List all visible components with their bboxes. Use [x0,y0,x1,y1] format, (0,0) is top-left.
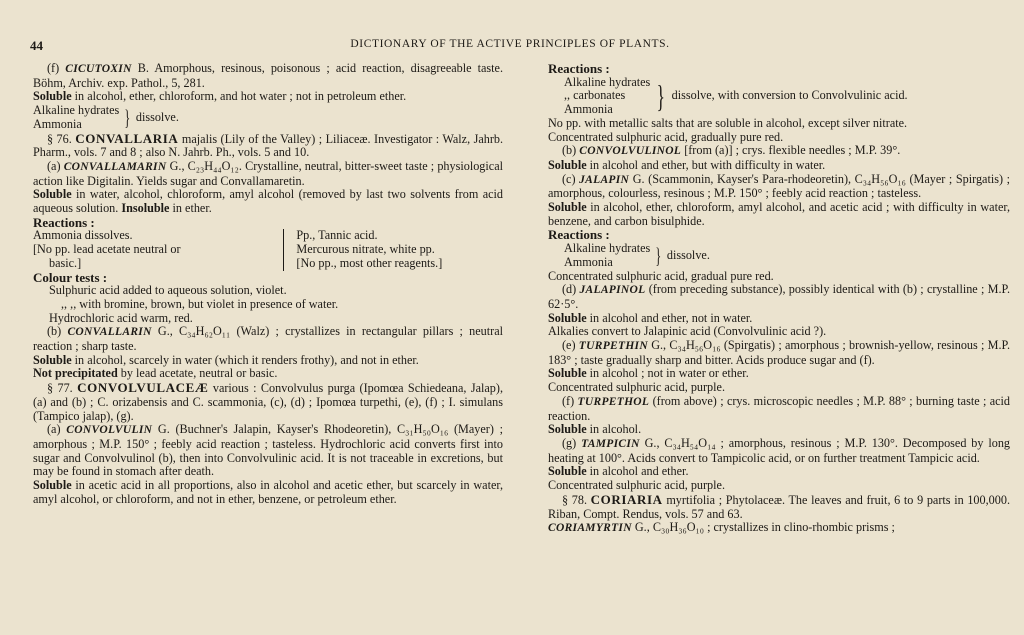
solubility-note: Soluble in alcohol. [548,422,642,437]
brace-glyph: } [124,104,131,130]
reactions-heading: Reactions : [548,227,610,243]
section-77: § 77. CONVOLVULACEÆ various : Convolvulus purga (Ipomœa Schiedeana, Jalap), (a) and (b) ; C. orizabensis and C. scammonia, (c), (d) ; Ipomœa turpethi, (e), (f) ; I. simulans (Tampico jalap), (g). [33,380,504,423]
colour-tests-heading: Colour tests : [33,269,108,285]
entry-convolvulinol: (b) CONVOLVULINOL [from (a)] ; crys. flexible needles ; M.P. 39°. [562,143,901,158]
solubility-note: Soluble in water, alcohol, chloroform, amyl alcohol (removed by last two solvents from acid aqueous solution. Insoluble in ether. [33,187,503,216]
solubility-note: Soluble in alcohol, scarcely in water (which it renders frothy), and not in ether. [33,352,419,367]
reagent-brace: Alkaline hydrates ,, carbonates Ammonia } dissolve, with conversion to Convolvulinic acid. [564,74,908,117]
solubility-note: Soluble in alcohol, ether, chloroform, amyl alcohol, and acetic acid ; with difficulty in water, benzene, and carbon bisulphide. [548,200,1010,228]
left-column: (f) CICUTOXIN B. Amorphous, resinous, poisonous ; acid reaction, disagreeable taste. Böhm, Archiv. exp. Pathol., 5, 281. Soluble in alcohol, ether, chloroform, and hot water ; not in petroleum ether. Alkaline hydrates Ammonia } dissolve. § 76. CONVALLARIA majalis (Lily of the Valley) ; Liliaceæ. Investigator : Walz, Jahrb. Pharm., vols. 7 and 8 ; also N. Jahrb. Ph., vols. 5 and 10. (a) CONVALLAMARIN G., C₂₃H₄₄O₁₂. Crystalline, neutral, bitter-sweet taste ; physiological action like Digitalin. Yields sugar and Convallamaretin. Soluble in water, alcohol, chloroform, amyl alcohol (removed by last two solvents from acid aqueous solution. Insoluble in ether. Reactions : Ammonia dissolves. [No pp. lead acetate neutral or basic.] Pp., Tannic acid. Mercurous nitrate, white pp. [No pp., most other reagents.] Colour tests : Sulphuric acid added to aqueous solution, violet. ,, ,, with bromine, brown, but violet in presence of water. Hydrochloric acid warm, red. (b) CONVALLARIN G., C₃₄H₆₂O₁₁ (Walz) ; crystallizes in rectangular pillars ; neutral reaction ; sharp taste. Soluble in alcohol, scarcely in water (which it renders frothy), and not in ether. Not precipitated by lead acetate, neutral or basic. § 77. CONVOLVULACEÆ various : Convolvulus purga (Ipomœa Schiedeana, Jalap), (a) and (b) ; C. orizabensis and C. scammonia, (c), (d) ; Ipomœa turpethi, (e), (f) ; I. simulans (Tampico jalap), (g). (a) CONVOLVULIN G. (Buchner's Jalapin, Kayser's Rhodeoretin), C₃₁H₅₀O₁₆ (Mayer) ; amorphous ; M.P. 150° ; feebly acid reaction ; tasteless. Hydrochloric acid converts first into sugar and Convolvulinol (b), then into Convolvulinic acid. It is not traceable in excretions, but may be found in stomach after death. Soluble in acetic acid in all proportions, also in alcohol and acetic ether, but scarcely in water, amyl alcohol, or chloroform, and not in ether, benzene, or petroleum ether. [33,61,504,506]
page-header [30,38,990,52]
entry-convallamarin: (a) CONVALLAMARIN G., C₂₃H₄₄O₁₂. Crystalline, neutral, bitter-sweet taste ; physiological action like Digitalin. Yields sugar and Convallamaretin. [33,158,503,188]
entry-convolvulin: (a) CONVOLVULIN G. (Buchner's Jalapin, Kayser's Rhodeoretin), C₃₁H₅₀O₁₆ (Mayer) ; amorphous ; M.P. 150° ; feebly acid reaction ; tasteless. Hydrochloric acid converts first into sugar and Convolvulinol (b), then into Convolvulinic acid. It is not traceable in excretions, but may be found in stomach after death. [33,422,504,479]
entry-name: CICUTOXIN [65,63,132,75]
solubility-note: Soluble in alcohol, ether, chloroform, and hot water ; not in petroleum ether. [33,89,407,104]
page-number: 44 [30,38,43,53]
solubility-note: Soluble in alcohol and ether, not in water. [548,310,753,325]
section-78: § 78. CORIARIA myrtifolia ; Phytolaceæ. The leaves and fruit, 6 to 9 parts in 100,000. Riban, Compt. Rendus, vols. 57 and 63. [548,491,1010,521]
entry-cicutoxin: (f) CICUTOXIN B. Amorphous, resinous, poisonous ; acid reaction, disagreeable taste. Böhm, Archiv. exp. Pathol., 5, 281. [33,61,503,90]
solubility-note: Soluble in alcohol and ether, but with difficulty in water. [548,157,826,172]
reactions-table: Ammonia dissolves. [No pp. lead acetate neutral or basic.] Pp., Tannic acid. Mercurous nitrate, white pp. [No pp., most other reagents.] [33,228,443,270]
solubility-note: Soluble in alcohol ; not in water or ether. [548,366,749,381]
right-column: Reactions : Alkaline hydrates ,, carbonates Ammonia } dissolve, with conversion to Convolvulinic acid. No pp. with metallic salts that are soluble in alcohol, except silver nitrate. Concentrated sulphuric acid, gradually pure red. (b) CONVOLVULINOL [from (a)] ; crys. flexible needles ; M.P. 39°. Soluble in alcohol and ether, but with difficulty in water. (c) JALAPIN G. (Scammonin, Kayser's Para-rhodeoretin), C₃₄H₅₆O₁₆ (Mayer ; Spirgatis) ; amorphous, colourless, resinous ; M.P. 150° ; feebly acid reaction ; tasteless. Soluble in alcohol, ether, chloroform, amyl alcohol, and acetic acid ; with difficulty in water, benzene, and carbon bisulphide. Reactions : Alkaline hydrates Ammonia } dissolve. Concentrated sulphuric acid, gradual pure red. (d) JALAPINOL (from preceding substance), possibly identical with (b) ; crystalline ; M.P. 62·5°. Soluble in alcohol and ether, not in water. Alkalies convert to Jalapinic acid (Convolvulinic acid ?). (e) TURPETHIN G., C₃₄H₅₆O₁₆ (Spirgatis) ; amorphous ; brownish-yellow, resinous ; M.P. 183° ; taste gradually sharp and bitter. Acids produce sugar and (f). Soluble in alcohol ; not in water or ether. Concentrated sulphuric acid, purple. (f) TURPETHOL (from above) ; crys. microscopic needles ; M.P. 88° ; burning taste ; acid reaction. Soluble in alcohol. (g) TAMPICIN G., C₃₄H₅₄O₁₄ ; amorphous, resinous ; M.P. 130°. Decomposed by long heating at 100°. Acids convert to Tampicolic acid, or on further treatment Tampicic acid. Soluble in alcohol and ether. Concentrated sulphuric acid, purple. § 78. CORIARIA myrtifolia ; Phytolaceæ. The leaves and fruit, 6 to 9 parts in 100,000. Riban, Compt. Rendus, vols. 57 and 63. CORIAMYRTIN G., C₃₀H₃₆O₁₀ ; crystallizes in clino-rhombic prisms ; [548,61,1011,535]
precipitation-note: Not precipitated by lead acetate, neutral or basic. [33,366,278,381]
section-title: CONVALLARIA [75,130,179,146]
section-title: CORIARIA [590,491,663,507]
reagent-brace: Alkaline hydrates Ammonia } dissolve. [33,103,179,131]
section-76: § 76. CONVALLARIA majalis (Lily of the Valley) ; Liliaceæ. Investigator : Walz, Jahrb. Pharm., vols. 7 and 8 ; also N. Jahrb. Ph., vols. 5 and 10. [33,130,504,160]
entry-tampicin: (g) TAMPICIN G., C₃₄H₅₄O₁₄ ; amorphous, resinous ; M.P. 130°. Decomposed by long heating at 100°. Acids convert to Tampicolic acid, or on further treatment Tampicic acid. [548,435,1011,465]
running-title: DICTIONARY OF THE ACTIVE PRINCIPLES OF PLANTS. [350,38,670,50]
entry-turpethol: (f) TURPETHOL (from above) ; crys. microscopic needles ; M.P. 88° ; burning taste ; acid reaction. [548,393,1011,423]
reactions-heading: Reactions : [33,214,95,230]
brace-glyph: } [656,78,666,115]
reagent-brace: Alkaline hydrates Ammonia } dissolve. [564,241,710,269]
entry-turpethin: (e) TURPETHIN G., C₃₄H₅₆O₁₆ (Spirgatis) ; amorphous ; brownish-yellow, resinous ; M.P. 183° ; taste gradually sharp and bitter. Acids produce sugar and (f). [548,338,1011,367]
section-title: CONVOLVULACEÆ [77,380,209,396]
brace-glyph: } [655,242,662,268]
solubility-note: Soluble in acetic acid in all proportions, also in alcohol and acetic ether, but scarcely in water, amyl alcohol, or chloroform, and not in ether, benzene, or petroleum ether. [33,478,503,506]
entry-jalapinol: (d) JALAPINOL (from preceding substance), possibly identical with (b) ; crystalline ; M.P. 62·5°. [548,282,1010,311]
entry-coriamyrtin: CORIAMYRTIN G., C₃₀H₃₆O₁₀ ; crystallizes in clino-rhombic prisms ; [548,520,895,535]
reactions-heading: Reactions : [548,61,610,76]
solubility-note: Soluble in alcohol and ether. [548,464,689,479]
entry-jalapin: (c) JALAPIN G. (Scammonin, Kayser's Para-rhodeoretin), C₃₄H₅₆O₁₆ (Mayer ; Spirgatis) ; amorphous, colourless, resinous ; M.P. 150° ; feebly acid reaction ; tasteless. [548,171,1010,201]
entry-convallarin: (b) CONVALLARIN G., C₃₄H₆₂O₁₁ (Walz) ; crystallizes in rectangular pillars ; neutral reaction ; sharp taste. [33,324,503,354]
